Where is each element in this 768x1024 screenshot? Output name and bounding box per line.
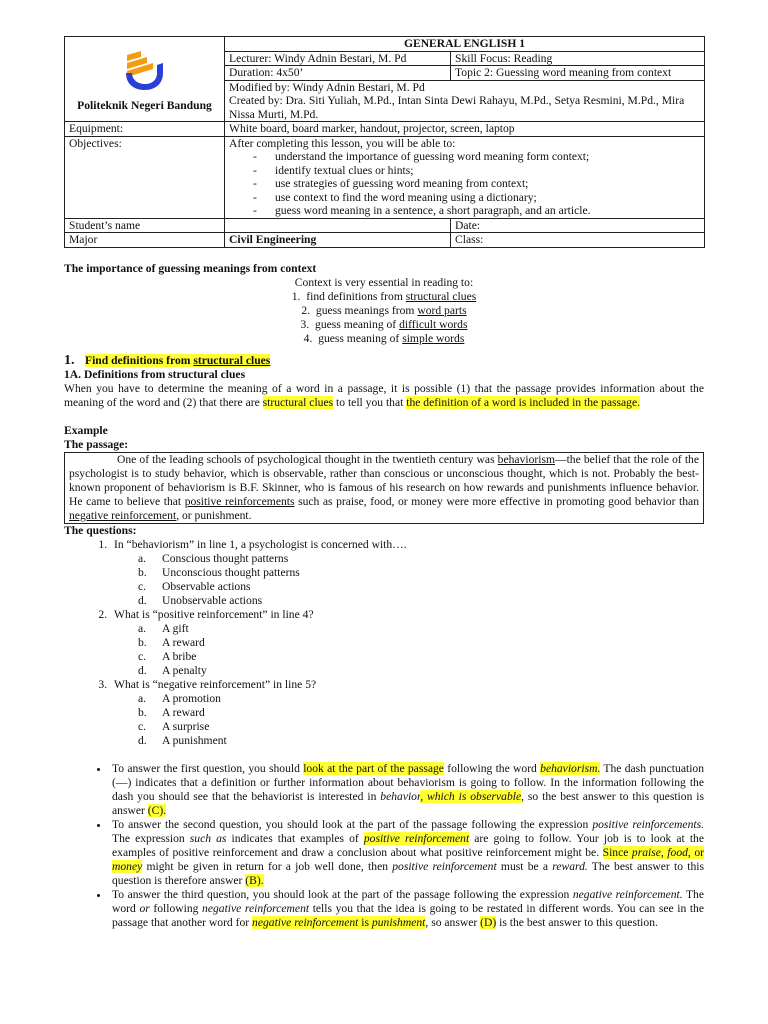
equipment-label: Equipment:	[65, 122, 225, 137]
lecturer: Lecturer: Windy Adnin Bestari, M. Pd	[225, 51, 451, 66]
passage-label: The passage:	[64, 437, 129, 451]
lesson-header-table	[64, 36, 705, 248]
modified-by: Modified by: Windy Adnin Bestari, M. Pd	[225, 80, 705, 94]
section-1-heading: 1. Find definitions from structural clues	[64, 352, 271, 368]
importance-item: 2. guess meanings from word parts	[301, 303, 467, 317]
option-item: a. Conscious thought patterns	[138, 551, 289, 565]
option-item: d. A penalty	[138, 663, 207, 677]
question-item: 3. What is “negative reinforcement” in line 5? a. A promotion b. A reward c. A surprise d. A punishment	[110, 678, 704, 748]
option-item: b. A reward	[138, 635, 205, 649]
answer-explanation-2: • To answer the second question, you should look at the part of the passage following the expression positive reinforcements. The expression such as indicates that examples of positive reinforcement are going to follow. Your job is to look at the examples of positive reinforcement and draw a conclusion about what positive reinforcement might be. Since praise, food, or money might be given in return for a job well done, then positive reinforcement must be a reward. The best answer to this question is therefore answer (B).	[110, 818, 704, 888]
passage-box: One of the leading schools of psychological thought in the twentieth century was behaviorism—the belief that the role of the psychologist is to study behavior, which is observable, rather than conscious or unconscious thought, which is not. Probably the best-known proponent of behaviorism is B.F. Skinner, who is famous of his research on how rewards and punishments influence behavior. He came to believe that positive reinforcements such as praise, food, or money were more effective in promoting good behavior than negative reinforcement, or punishment.	[64, 452, 704, 524]
option-item: a. A gift	[138, 621, 189, 635]
objective-item: - use strategies of guessing word meaning from context;	[275, 177, 700, 191]
date-label: Date:	[451, 218, 705, 233]
objectives-label: Objectives:	[65, 136, 225, 218]
polban-logo-icon	[69, 49, 220, 89]
student-name-field[interactable]	[225, 218, 451, 233]
importance-list	[64, 276, 704, 346]
course-title: GENERAL ENGLISH 1	[225, 37, 705, 52]
option-item: b. Unconscious thought patterns	[138, 565, 300, 579]
option-item: c. A bribe	[138, 649, 197, 663]
option-item: c. A surprise	[138, 719, 210, 733]
class-label: Class:	[451, 233, 705, 248]
importance-item: 4. guess meaning of simple words	[303, 331, 465, 345]
example-label: Example	[64, 423, 108, 437]
section-1a-heading: 1A. Definitions from structural clues	[64, 367, 246, 381]
equipment-value: White board, board marker, handout, projector, screen, laptop	[225, 122, 705, 137]
skill-focus: Skill Focus: Reading	[451, 51, 705, 66]
question-item: 1. In “behaviorism” in line 1, a psychologist is concerned with…. a. Conscious thought patterns b. Unconscious thought patterns c. Observable actions d. Unobservable actions	[110, 538, 704, 608]
objective-item: - guess word meaning in a sentence, a short paragraph, and an article.	[275, 204, 700, 218]
institution-cell	[65, 37, 225, 122]
institution-name: Politeknik Negeri Bandung	[77, 99, 212, 113]
section-1a-paragraph: When you have to determine the meaning of a word in a passage, it is possible (1) that the passage provides information about the meaning of the word and (2) that there are structural clues to tell you that the definition of a word is included in the passage.	[64, 381, 704, 409]
answers-list	[64, 762, 704, 930]
option-item: c. Observable actions	[138, 579, 251, 593]
questions-label: The questions:	[64, 523, 137, 537]
importance-item: 3. guess meaning of difficult words	[300, 317, 468, 331]
objectives-intro: After completing this lesson, you will be able to:	[229, 136, 456, 150]
answer-explanation-3: • To answer the third question, you should look at the part of the passage following the expression negative reinforcement. The word or following negative reinforcement tells you that the idea is going to be restated in different words. You can see in the passage that another word for negative reinforcement is punishment, so answer (D) is the best answer to this question.	[110, 888, 704, 930]
importance-intro: Context is very essential in reading to:	[294, 275, 474, 289]
importance-item: 1. find definitions from structural clues	[291, 289, 477, 303]
objectives-cell	[225, 136, 705, 218]
objective-item: - use context to find the word meaning using a dictionary;	[275, 191, 700, 205]
importance-title: The importance of guessing meanings from context	[64, 261, 317, 275]
student-name-label: Student’s name	[65, 218, 225, 233]
questions-list	[64, 538, 704, 748]
option-item: b. A reward	[138, 705, 205, 719]
objective-item: - identify textual clues or hints;	[275, 164, 700, 178]
answer-explanation-1: • To answer the first question, you should look at the part of the passage following the word behaviorism. The dash punctuation (—) indicates that a definition or further information about behaviorism is going to follow. In the information following the dash you should see that the behaviorist is interested in behavior, which is observable, so the best answer to this question is answer (C).	[110, 762, 704, 818]
objective-item: - understand the importance of guessing word meaning form context;	[275, 150, 700, 164]
major-label: Major	[65, 233, 225, 248]
topic: Topic 2: Guessing word meaning from context	[451, 66, 705, 81]
option-item: d. Unobservable actions	[138, 593, 263, 607]
objectives-list	[229, 150, 700, 218]
option-item: d. A punishment	[138, 733, 227, 747]
question-item: 2. What is “positive reinforcement” in line 4? a. A gift b. A reward c. A bribe d. A penalty	[110, 608, 704, 678]
created-by: Created by: Dra. Siti Yuliah, M.Pd., Intan Sinta Dewi Rahayu, M.Pd., Setya Resmini, M.Pd., Mira Nissa Murti, M.Pd.	[225, 94, 705, 122]
option-item: a. A promotion	[138, 691, 221, 705]
major-value: Civil Engineering	[225, 233, 451, 248]
duration: Duration: 4x50’	[225, 66, 451, 81]
